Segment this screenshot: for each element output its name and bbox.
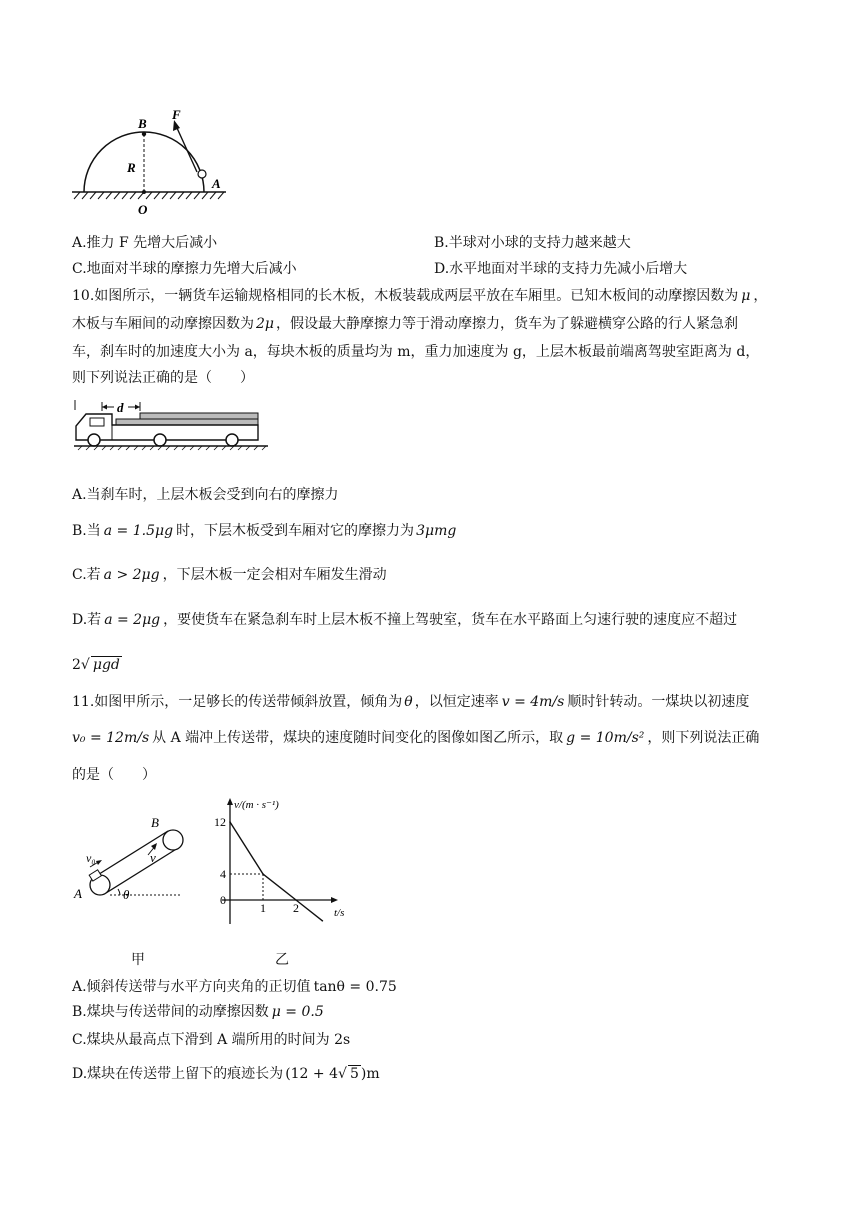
lower-board — [116, 419, 258, 425]
arrowhead — [151, 843, 157, 850]
math-a-gt: a > 2μg — [103, 567, 160, 583]
q10-option-A: A.当刹车时，上层木板会受到向右的摩擦力 — [72, 487, 339, 503]
math-a-eq2: a = 2μg — [104, 612, 161, 628]
label-R: R — [127, 160, 136, 175]
label-B: B — [138, 116, 147, 131]
label-B: B — [151, 815, 159, 830]
sqrt-symbol: √ — [338, 1066, 347, 1082]
q11-stem-line1: 11.如图甲所示，一足够长的传送带倾斜放置，倾角为 θ ，以恒定速率 v = 4m/s 顺时针转动。一煤块以初速度 — [72, 694, 750, 710]
point-B — [142, 132, 146, 136]
math-tan: tanθ = 0.75 — [313, 979, 397, 995]
label-A: A — [212, 176, 221, 191]
label-theta: θ — [123, 887, 130, 902]
q10-option-B: B.当 a = 1.5μg 时，下层木板受到车厢对它的摩擦力为 3μmg — [72, 523, 457, 539]
q11-stem-line3: 的是（ ） — [72, 767, 156, 783]
y-axis-label: v/(m · s⁻¹) — [234, 799, 279, 811]
q10-option-C: C.若 a > 2μg ，下层木板一定会相对车厢发生滑动 — [72, 567, 387, 583]
q11-vt-chart — [212, 796, 362, 936]
q10-option-D: D.若 a = 2μg ，要使货车在紧急刹车时上层木板不撞上驾驶室，货车在水平路面上匀速行驶的速度应不超过 — [72, 612, 738, 628]
q10-truck-figure — [72, 400, 272, 448]
q9-option-D: D.水平地面对半球的支持力先减小后增大 — [434, 261, 688, 277]
small-ball — [198, 170, 206, 178]
math-v: v = 4m/s — [501, 694, 565, 710]
label-v: v — [150, 850, 156, 865]
math-theta: θ — [404, 694, 413, 710]
math-2mu: 2μ — [256, 316, 275, 332]
math-friction: 3μmg — [416, 523, 457, 539]
math-mu-value: μ = 0.5 — [271, 1004, 324, 1020]
wheel-middle — [154, 434, 166, 446]
caption-yi: 乙 — [275, 952, 289, 968]
belt-bottom-edge — [106, 848, 178, 893]
y-tick-label: 4 — [220, 867, 226, 881]
arrowhead — [331, 897, 338, 903]
math-v0: v₀ = 12m/s — [72, 730, 150, 746]
math-mu: μ — [741, 288, 751, 304]
label-F: F — [172, 107, 181, 122]
q11-option-C: C.煤块从最高点下滑到 A 端所用的时间为 2s — [72, 1032, 351, 1048]
arrowhead — [135, 405, 140, 410]
q9-option-B: B.半球对小球的支持力越来越大 — [434, 235, 631, 251]
math-a-eq: a = 1.5μg — [103, 523, 174, 539]
x-tick-label: 2 — [293, 901, 299, 915]
label-d: d — [117, 400, 124, 415]
q11-option-B: B.煤块与传送带间的动摩擦因数 μ = 0.5 — [72, 1004, 324, 1020]
q9-option-C: C.地面对半球的摩擦力先增大后减小 — [72, 261, 297, 277]
ground-hatching — [72, 192, 226, 199]
label-O: O — [138, 202, 148, 217]
x-tick-label: 1 — [260, 901, 266, 915]
arrowhead — [96, 860, 102, 865]
arrowhead — [102, 405, 107, 410]
angle-arc — [118, 889, 120, 895]
y-tick-label: 12 — [214, 815, 226, 829]
point-O — [142, 190, 146, 194]
q11-option-A: A.倾斜传送带与水平方向夹角的正切值 tanθ = 0.75 — [72, 979, 397, 995]
x-axis-label: t/s — [334, 907, 345, 919]
pulley-B — [163, 830, 183, 850]
q9-hemisphere-figure — [68, 104, 238, 224]
y-tick-label: 0 — [220, 893, 226, 907]
data-point — [229, 821, 231, 823]
upper-board — [140, 413, 258, 419]
q11-stem-line2: v₀ = 12m/s 从 A 端冲上传送带，煤块的速度随时间变化的图像如图乙所示，取 g = 10m/s² ，则下列说法正确 — [72, 730, 760, 746]
wheel-front — [88, 434, 100, 446]
series-line — [230, 822, 322, 921]
wheel-rear — [226, 434, 238, 446]
math-g: g = 10m/s² — [566, 730, 645, 746]
q11-conveyor-figure — [70, 805, 210, 915]
data-point — [322, 920, 324, 922]
cab-window — [90, 418, 104, 426]
sqrt-symbol: √ — [80, 657, 90, 673]
q10-stem-line1: 10.如图所示，一辆货车运输规格相同的长木板，木板装载成两层平放在车厢里。已知木板间的动摩擦因数为 μ ， — [72, 288, 768, 304]
q10-stem-line2: 木板与车厢间的动摩擦因数为 2μ ，假设最大静摩擦力等于滑动摩擦力，货车为了躲避横穿公路的行人紧急刹 — [72, 316, 739, 332]
belt-top-edge — [96, 831, 168, 876]
arrowhead — [227, 798, 233, 805]
q11-option-D: D.煤块在传送带上留下的痕迹长为 (12 + 4√ 5 )m — [72, 1066, 380, 1082]
label-v0: v₀ — [86, 851, 96, 865]
force-F-arrow — [177, 128, 197, 172]
caption-jia: 甲 — [131, 952, 145, 968]
q10-stem-line4: 则下列说法正确的是（ ） — [72, 370, 254, 386]
q10-option-D-answer: 2√ μgd — [72, 657, 120, 673]
label-A: A — [74, 886, 82, 901]
q9-option-A: A.推力 F 先增大后减小 — [72, 235, 218, 251]
q10-stem-line3: 车，刹车时的加速度大小为 a，每块木板的质量均为 m，重力加速度为 g，上层木板最前端离驾驶室距离为 d， — [72, 344, 760, 360]
